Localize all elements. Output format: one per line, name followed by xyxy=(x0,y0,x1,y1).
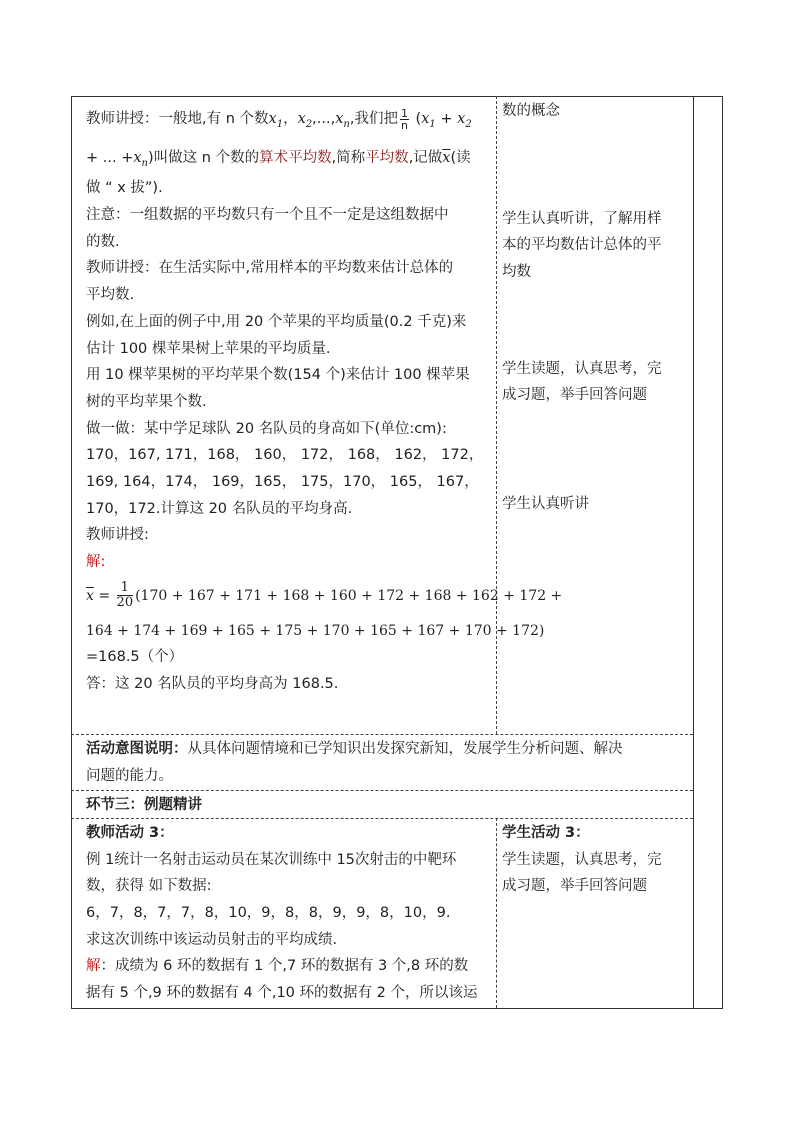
equation-line-2: 164 + 174 + 169 + 165 + 175 + 170 + 165 + 167 + 170 + 172) xyxy=(86,622,545,639)
math-sub: 1 xyxy=(276,118,284,130)
text-line: 本的平均数估计总体的平 xyxy=(502,237,662,254)
text: 教师讲授：一般地,有 n 个数 xyxy=(86,111,269,127)
teacher-activity-3-cell xyxy=(86,820,494,1007)
text-line: 成习题，举手回答问题 xyxy=(502,878,647,895)
text: ,我们把 xyxy=(349,111,398,127)
term-mean: 平均数 xyxy=(365,149,409,166)
text-line: 数的概念 xyxy=(502,103,560,119)
solution-label: 解 xyxy=(86,958,101,975)
intent-text-2: 问题的能力。 xyxy=(86,767,173,784)
text-line: 例 1统计一名射击运动员在某次训练中 15次射击的中靶环 xyxy=(86,851,457,868)
text-line: 据有 5 个,9 环的数据有 4 个,10 环的数据有 2 个，所以该运 xyxy=(86,985,478,1002)
text-line-8: 例如,在上面的例子中,用 20 个苹果的平均质量(0.2 千克)来 xyxy=(86,313,467,330)
math-xbar: $\overline{x}$ xyxy=(86,587,94,604)
text: (读 xyxy=(450,149,471,166)
text-line: 学生认真听讲，了解用样 xyxy=(502,210,662,227)
math-xn: x xyxy=(335,111,344,127)
activity-intent-cell xyxy=(86,736,691,789)
text-line-10: 用 10 棵苹果树的平均苹果个数(154 个)来估计 100 棵苹果 xyxy=(86,367,470,384)
equation-line-1 xyxy=(86,576,563,616)
column-divider-dashed-2 xyxy=(496,818,497,1008)
solution-label: 解: xyxy=(86,554,106,570)
math-x1: x xyxy=(268,111,277,127)
text-line-5: 的数. xyxy=(86,233,120,250)
section-title-text: 环节三：例题精讲 xyxy=(86,797,202,813)
text-line-3: 做 “ x 拔”). xyxy=(86,180,163,197)
text: )叫做这 n 个数的 xyxy=(148,149,260,166)
intent-text: 从具体问题情境和已学知识出发探究新知，发展学生分析问题、解决 xyxy=(187,741,623,757)
text-line-1: 教师讲授：一般地,有 n 个数$x_1$，$x_2,...,x_n$,我们把 $\frac{1}{n}$ ($x_1 + x_2$ xyxy=(86,106,472,132)
text: ：成绩为 6 环的数据有 1 个,7 环的数据有 3 个,8 环的数 xyxy=(100,958,469,975)
text: (170 + 167 + 171 + 168 + 160 + 172 + 168 + 162 + 172 + xyxy=(135,587,563,604)
row-divider-dashed-2 xyxy=(71,790,693,791)
text-line: 求这次训练中该运动员射击的平均成绩. xyxy=(86,931,338,948)
right-column-divider xyxy=(693,96,694,1009)
equation-result: =168.5（个） xyxy=(86,649,184,666)
text-line-13: 170，167, 171，168， 160， 172， 168， 162， 172， xyxy=(86,447,484,464)
text-line-11: 树的平均苹果个数. xyxy=(86,393,207,410)
text: ,简称 xyxy=(331,149,366,166)
math-xbar: $\overline{x}$ xyxy=(442,149,451,166)
math-xn: x xyxy=(133,149,142,166)
text-line-16: 教师讲授: xyxy=(86,527,149,544)
text-line: 学生读题，认真思考，完 xyxy=(502,851,662,868)
section-title xyxy=(86,792,691,819)
table-bottom-border xyxy=(71,1008,723,1009)
text-line-9: 估计 100 棵苹果树上苹果的平均质量. xyxy=(86,340,331,357)
student-activity-title: 学生活动 3： xyxy=(502,825,590,841)
text: = xyxy=(93,587,115,604)
table-top-border xyxy=(71,96,723,97)
row-divider-dashed xyxy=(71,734,693,735)
text: + ... + xyxy=(86,149,134,166)
math-sub: n xyxy=(141,157,148,169)
text-line-6: 教师讲授：在生活实际中,常用样本的平均数来估计总体的 xyxy=(86,260,454,277)
math-x2: x xyxy=(297,111,306,127)
math-x1: x xyxy=(421,111,430,127)
math-sub: 2 xyxy=(465,118,472,130)
math-sub: 1 xyxy=(429,118,436,130)
text-line: 成习题，举手回答问题 xyxy=(502,387,647,404)
text: + xyxy=(435,111,458,127)
student-activity-3-cell xyxy=(502,820,690,900)
text: ,..., xyxy=(312,111,336,127)
intent-label: 活动意图说明： xyxy=(86,741,188,757)
text-line-4: 注意：一组数据的平均数只有一个且不一定是这组数据中 xyxy=(86,207,449,224)
text-line-2 xyxy=(86,145,494,172)
answer-line: 答：这 20 名队员的平均身高为 168.5. xyxy=(86,676,339,693)
fraction-1-over-20: $\frac{1}{20}$ xyxy=(116,580,134,611)
text-line-7: 平均数. xyxy=(86,287,135,304)
text-line: 学生认真听讲 xyxy=(502,496,589,513)
math-sub: n xyxy=(343,118,350,130)
math-x2: x xyxy=(457,111,466,127)
student-activity-cell xyxy=(502,98,690,518)
text: ,记做 xyxy=(408,149,443,166)
teacher-activity-title: 教师活动 3： xyxy=(86,825,174,841)
text-line-12: 做一做：某中学足球队 20 名队员的身高如下(单位:cm): xyxy=(86,420,447,437)
text-line: 6，7，8，7，7，8，10，9，8，8，9，9，8，10，9. xyxy=(86,905,451,922)
text-line-14: 169, 164，174， 169，165， 175，170， 165， 167， xyxy=(86,473,479,490)
math-sub: 2 xyxy=(305,118,313,130)
text-line: 数，获得 如下数据: xyxy=(86,878,212,895)
text-line: 学生读题，认真思考，完 xyxy=(502,360,662,377)
text: ( xyxy=(410,111,422,127)
fraction-1-over-n: $\frac{1}{n}$ xyxy=(400,106,408,132)
text-line: 均数 xyxy=(502,264,531,281)
term-arithmetic-mean: 算术平均数 xyxy=(259,149,332,166)
text-line-15: 170，172.计算这 20 名队员的平均身高. xyxy=(86,500,353,517)
